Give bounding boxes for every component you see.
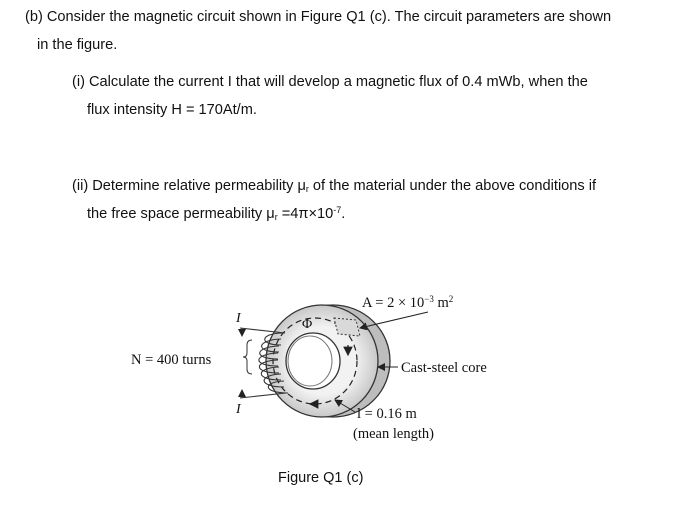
turns-label: N = 400 turns (131, 352, 212, 368)
length-note: (mean length) (353, 426, 434, 442)
area-unit-exponent: 2 (448, 294, 454, 304)
intro-line-1: (b) Consider the magnetic circuit shown in Figure Q1 (c). The circuit parameters are shown (25, 9, 612, 25)
intro-line-2: in the figure. (37, 37, 118, 53)
flux-symbol: Φ (302, 317, 313, 332)
part-ii-line-1-end: of the material under the above conditions if (308, 178, 597, 194)
part-i-line-1: (i) Calculate the current I that will develop a magnetic flux of 0.4 mWb, when the (72, 74, 588, 90)
length-label: l = 0.16 m (357, 406, 417, 422)
area-unit: m (433, 295, 449, 311)
mu-subscript-1: r (305, 184, 309, 194)
exponent: -7 (333, 205, 342, 215)
part-ii-line-2-text: the free space permeability μ (87, 206, 275, 222)
part-ii-line-1-text: (ii) Determine relative permeability μ (72, 178, 306, 194)
part-ii-line-2-dot: . (341, 206, 346, 222)
core-label: Cast-steel core (401, 360, 487, 376)
cross-section-area (334, 318, 360, 336)
mu-subscript-2: r (274, 212, 278, 222)
area-exponent: −3 (424, 294, 434, 304)
part-i-line-2: flux intensity H = 170At/m. (87, 102, 257, 118)
current-label-top: I (236, 311, 241, 326)
current-label-bottom: I (236, 402, 241, 417)
part-ii-line-2-end: =4π×10 (277, 206, 334, 222)
area-label (362, 294, 453, 312)
area-label-text: A = 2 × 10 (362, 295, 425, 311)
turns-brace (243, 340, 252, 374)
figure-caption: Figure Q1 (c) (278, 470, 364, 486)
